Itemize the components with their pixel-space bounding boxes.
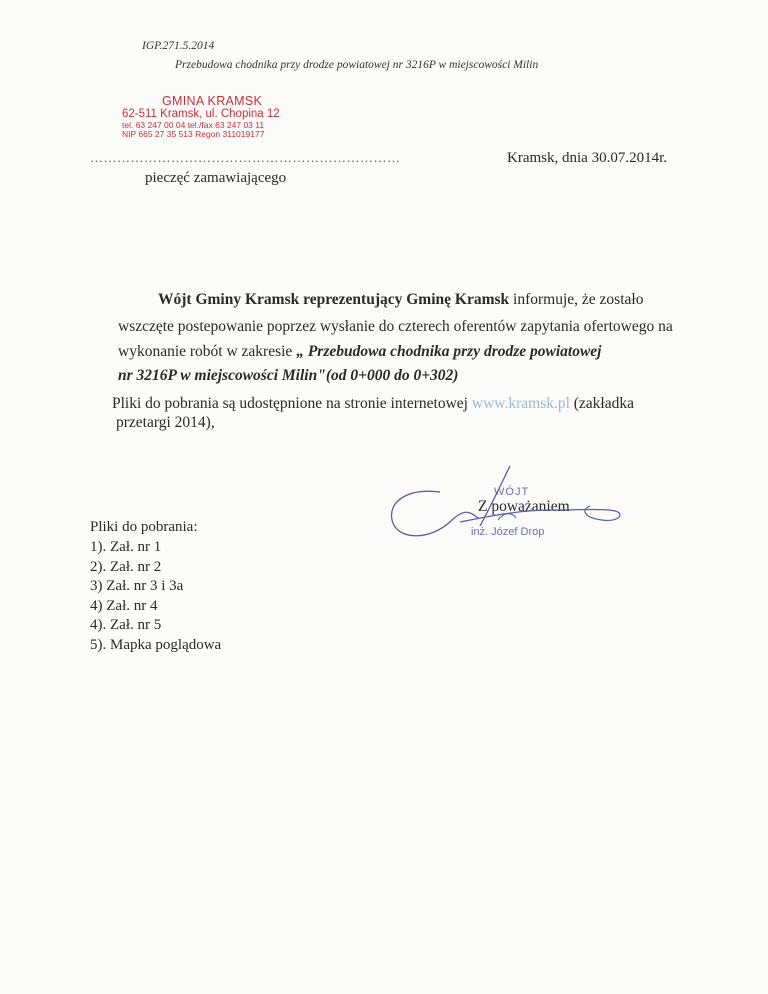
reference-number: IGP.271.5.2014 <box>142 40 215 52</box>
attachment-item: 2). Zał. nr 2 <box>90 558 162 575</box>
attachment-item: 3) Zał. nr 3 i 3a <box>90 578 184 594</box>
stamp-address: 62-511 Kramsk, ul. Chopina 12 <box>122 108 280 120</box>
attachment-item: 4). Zał. nr 5 <box>90 617 162 633</box>
attachments-list <box>90 538 221 655</box>
handwritten-signature <box>380 460 640 555</box>
body-line-1 <box>158 292 643 308</box>
body-line-2: wszczęte postepowanie poprzez wysłanie do czterech oferentów zapytania ofertowego na <box>118 318 673 335</box>
stamp-name: GMINA KRAMSK <box>162 94 263 108</box>
website-link[interactable]: www.kramsk.pl <box>471 395 570 412</box>
body-line-5-start: Pliki do pobrania są udostępnione na stronie internetowej <box>112 395 472 412</box>
body-line-1-rest: informuje, że zostało <box>509 291 644 308</box>
attachment-item: 4) Zał. nr 4 <box>90 597 158 614</box>
body-line-3-start: wykonanie robót w zakresie <box>118 343 297 360</box>
project-title-part-2: nr 3216P w miejscowości Milin"(od 0+000 do 0+302) <box>118 367 459 384</box>
stamp-phone: tel. 63 247 00 04 tel./fax 63 247 03 11 <box>122 119 265 130</box>
project-title-part-1: „ Przebudowa chodnika przy drodze powiatowej <box>296 343 602 360</box>
attachment-item: 1). Zał. nr 1 <box>90 539 162 555</box>
signer-name: inż. Józef Drop <box>471 526 545 538</box>
attachment-item: 5). Mapka poglądowa <box>90 636 222 653</box>
signature-title: WÓJT <box>494 486 530 498</box>
document-date: Kramsk, dnia 30.07.2014r. <box>507 150 667 166</box>
closing-regards: Z poważaniem <box>478 498 570 515</box>
stamp-label: pieczęć zamawiającego <box>145 170 287 186</box>
stamp-ids: NIP 665 27 35 513 Regon 311019177 <box>122 129 265 140</box>
stamp-dotted-line: …………………………………………………………… <box>90 150 401 165</box>
body-line-5 <box>112 396 634 412</box>
municipality-stamp <box>122 94 280 140</box>
body-line-5-end: (zakładka <box>569 395 635 412</box>
attachments-title: Pliki do pobrania: <box>90 519 198 535</box>
body-sender: Wójt Gminy Kramsk reprezentujący Gminę Kramsk <box>158 291 510 308</box>
subject-line: Przebudowa chodnika przy drodze powiatowej nr 3216P w miejscowości Milin <box>175 59 539 71</box>
body-line-3 <box>118 344 602 360</box>
body-line-6: przetargi 2014), <box>116 414 215 431</box>
